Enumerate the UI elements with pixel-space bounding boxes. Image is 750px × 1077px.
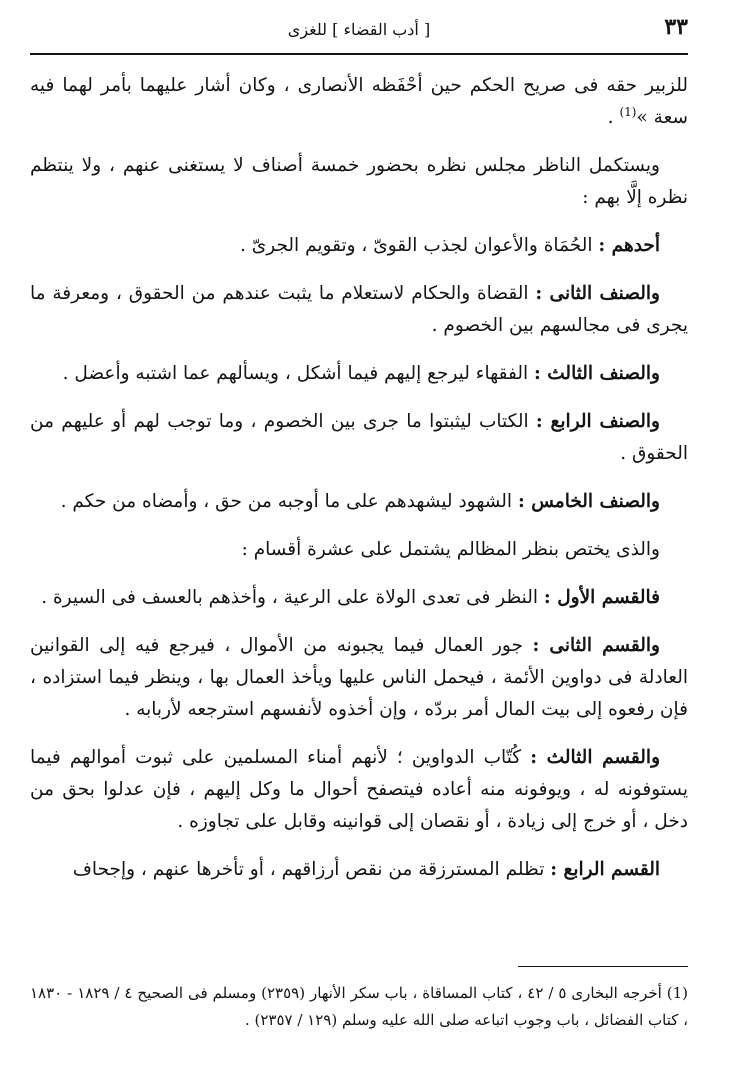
- page-header: [30, 12, 688, 48]
- paragraph-heading: والصنف الرابع :: [535, 411, 660, 432]
- paragraph-text: القضاة والحكام لاستعلام ما يثبت عندهم من الحقوق ، ومعرفة ما يجرى فى مجالسهم بين الخصوم .: [30, 283, 688, 336]
- paragraph: [30, 230, 688, 262]
- paragraph-text: تظلم المسترزقة من نقص أرزاقهم ، أو تأخرها عنهم ، وإجحاف: [72, 859, 551, 880]
- paragraph: [30, 742, 688, 838]
- paragraph: ويستكمل الناظر مجلس نظره بحضور خمسة أصناف لا يستغنى عنهم ، ولا ينتظم نظره إلَّا بهم :: [30, 155, 688, 208]
- paragraph: [30, 854, 688, 886]
- paragraph-text: الكتاب ليثبتوا ما جرى بين الخصوم ، وما توجب لهم أو عليهم من الحقوق .: [30, 411, 688, 464]
- paragraph-heading: والقسم الثالث :: [530, 747, 660, 768]
- paragraph: [30, 582, 688, 614]
- paragraph: [30, 630, 688, 726]
- paragraph-text: الحُمَاة والأعوان لجذب القوىّ ، وتقويم الجرىّ .: [240, 235, 599, 256]
- paragraph-text: جور العمال فيما يجبونه من الأموال ، فيرجع فيه إلى القوانين العادلة فى دواوين الأئمة ، فيحمل الناس عليها ويأخذ العمال بها ، وينظر فيما استزاده ، فإن رفعوه إلى بيت المال أمر بردّه ، وإن أخذوه لأنفسهم استرجعه لأربابه .: [30, 635, 688, 720]
- footnote: (1) أخرجه البخارى ٥ / ٤٢ ، كتاب المساقاة ، باب سكر الأنهار (٢٣٥٩) ومسلم فى الصحيح ٤ / ١٨٢٩ - ١٨٣٠ ، كتاب الفضائل ، باب وجوب اتباعه صلى الله عليه وسلم (١٢٩ / ٢٣٥٧) .: [30, 984, 689, 1029]
- paragraph: [30, 70, 688, 134]
- paragraph-end: .: [607, 107, 620, 128]
- footnote-rule: [518, 966, 688, 967]
- paragraph-heading: والصنف الثالث :: [534, 363, 660, 384]
- paragraph-text: كُتّاب الدواوين ؛ لأنهم أمناء المسلمين على ثبوت أموالهم فيما يستوفونه له ، ويوفونه منه أعاده فيتصفح أحوال ما وكل إليهم ، فإن عدلوا بحق من دخل ، أو خرج إلى زيادة ، أو نقصان إلى قوانينه وقابل على تجاوزه .: [30, 747, 688, 832]
- page-number: ٣٣: [664, 14, 688, 40]
- paragraph-heading: والصنف الخامس :: [517, 491, 660, 512]
- paragraph-text: للزبير حقه فى صريح الحكم حين أحْفَظه الأنصارى ، وكان أشار عليهما بأمر لهما فيه سعة »: [30, 75, 688, 128]
- paragraph-heading: والصنف الثانى :: [535, 283, 660, 304]
- paragraph-text: النظر فى تعدى الولاة على الرعية ، وأخذهم بالعسف فى السيرة .: [41, 587, 544, 608]
- header-rule: [30, 53, 688, 55]
- paragraph: [30, 486, 688, 518]
- paragraph: [30, 406, 688, 470]
- paragraph-text: الشهود ليشهدهم على ما أوجبه من حق ، وأمضاه من حكم .: [60, 491, 518, 512]
- page-body: [30, 70, 688, 902]
- paragraph: [30, 358, 688, 390]
- paragraph-heading: والقسم الثانى :: [532, 635, 660, 656]
- paragraph-heading: فالقسم الأول :: [543, 587, 660, 608]
- paragraph-text: الفقهاء ليرجع إليهم فيما أشكل ، ويسألهم عما اشتبه وأعضل .: [62, 363, 534, 384]
- paragraph: والذى يختص بنظر المظالم يشتمل على عشرة أقسام :: [241, 539, 660, 560]
- running-title: [ أدب القضاء ] للغزى: [287, 20, 431, 39]
- footnote-reference[interactable]: (1): [619, 104, 637, 119]
- paragraph: [30, 278, 688, 342]
- paragraph-heading: القسم الرابع :: [550, 859, 660, 880]
- paragraph-heading: أحدهم :: [598, 235, 660, 256]
